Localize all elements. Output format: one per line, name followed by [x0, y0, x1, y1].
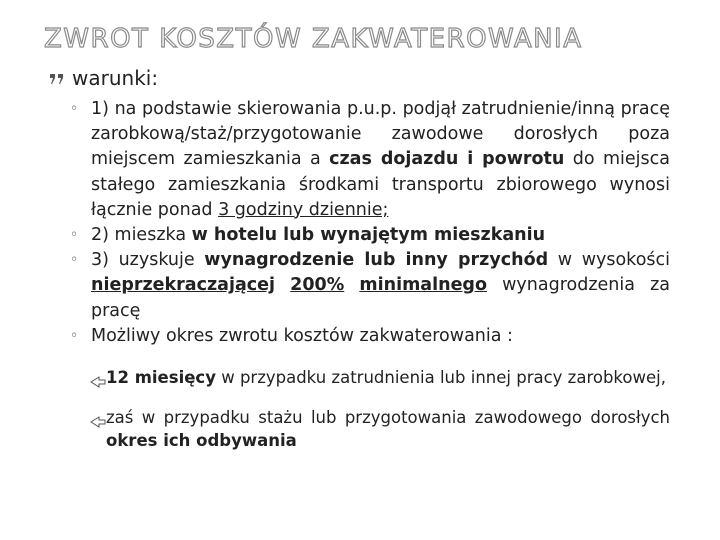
sub-item-text: w przypadku zatrudnienia lub innej pracy zarobkowej, [215, 367, 666, 387]
item-bold-text: wynagrodzenie lub inny przychód [204, 250, 549, 271]
item-bold-text: w hotelu lub wynajętym mieszkaniu [191, 225, 546, 246]
item-text: Możliwy okres zwrotu kosztów zakwaterowania : [91, 325, 513, 346]
sub-item-bold-text: 12 miesięcy [106, 367, 216, 387]
item-text: w wysokości [548, 250, 670, 271]
circle-bullet-icon: ◦ [70, 227, 79, 244]
item-underlined-text: 200% [290, 275, 345, 296]
circle-bullet-icon: ◦ [70, 252, 79, 269]
item-underlined-text: nieprzekraczającej [91, 275, 276, 296]
heading-label: warunki: [72, 66, 159, 90]
list-item [70, 223, 670, 248]
conditions-heading [48, 66, 158, 90]
item-text: 3) uzyskuje [91, 250, 205, 271]
item-bold-text: czas dojazdu i powrotu [329, 149, 565, 170]
item-space [344, 275, 359, 295]
arrow-bullet-icon [90, 371, 106, 383]
sub-item-bold-text: okres ich odbywania [106, 431, 297, 451]
item-space [275, 275, 290, 295]
sub-list-item [70, 366, 670, 390]
circle-bullet-icon: ◦ [70, 327, 79, 344]
item-text: wynagrodzenia za pracę [91, 275, 670, 321]
item-underlined-text: minimalnego [359, 275, 487, 296]
item-text: 2) mieszka [91, 225, 192, 246]
item-underlined-text: 3 godziny dziennie; [218, 199, 389, 220]
quote-bullet-icon [48, 67, 66, 81]
circle-bullet-icon: ◦ [70, 101, 79, 117]
list-item [70, 97, 670, 223]
conditions-list [70, 97, 670, 469]
item-text: do miejsca stałego zamieszkania środkami transportu zbiorowego wynosi łącznie ponad [91, 149, 670, 220]
slide-title: ZWROT KOSZTÓW ZAKWATEROWANIA [44, 24, 583, 54]
arrow-bullet-icon [90, 411, 106, 423]
sub-item-text: zaś w przypadku stażu lub przygotowania zawodowego dorosłych [106, 407, 670, 427]
item-text: 1) na podstawie skierowania p.u.p. podjął zatrudnienie/inną pracę zarobkową/staż/przygotowanie zawodowe dorosłych poza miejscem zamieszkania a [91, 99, 670, 170]
list-item [70, 248, 670, 324]
sub-list-item [70, 406, 670, 453]
list-item [70, 324, 670, 349]
